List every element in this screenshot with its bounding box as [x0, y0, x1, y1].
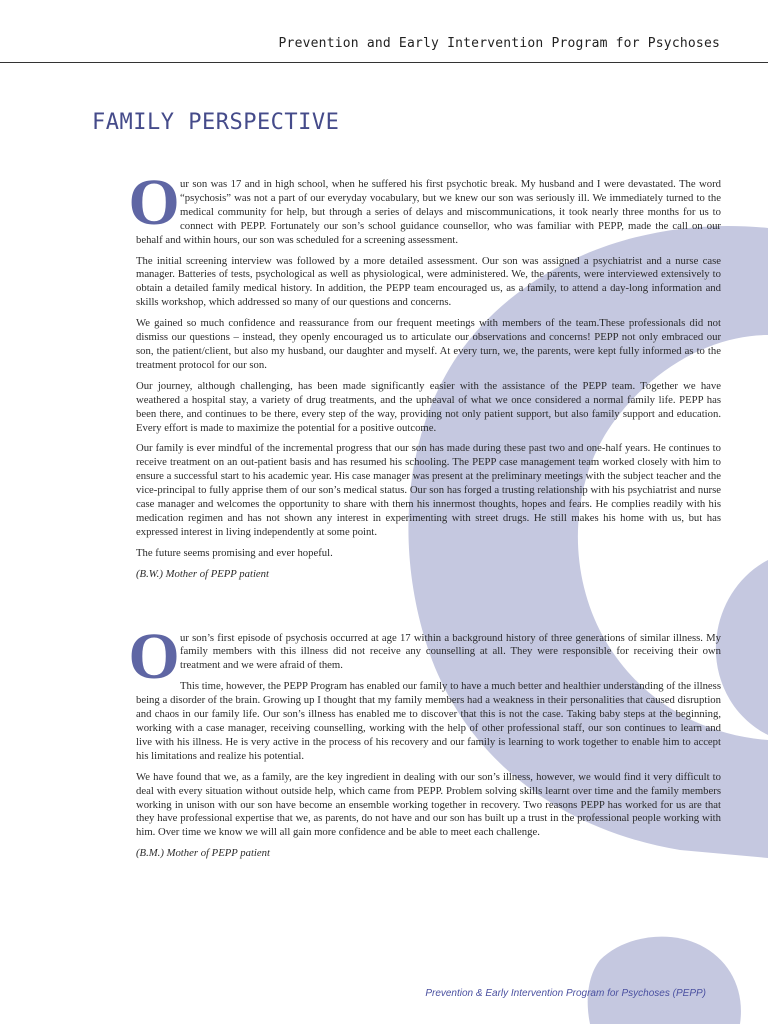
running-footer: Prevention & Early Intervention Program for Psychoses (PEPP) — [425, 988, 706, 999]
story-paragraph: We have found that we, as a family, are the key ingredient in dealing with our son’s illness, however, we would find it very difficult to deal with every situation without outside help, which came from PEPP. Problem solving skills learnt over time and the family members working in unison with our son have become an ensemble working together in recovery. Two reasons PEPP has worked for us are that they have professional expertise that we, as parents, do not have and our son has built up a trust in the professional people working with him. Over time we know we will all gain more confidence and be able to meet each challenge. — [136, 770, 721, 839]
story-signature: (B.M.) Mother of PEPP patient — [136, 847, 270, 860]
drop-cap-letter: O — [128, 166, 180, 239]
drop-cap-letter: O — [128, 619, 180, 693]
story-paragraph: Our journey, although challenging, has been made significantly easier with the assistance of the PEPP team. Together we have weathered a hospital stay, a variety of drug treatments, and the upheaval of what we once considered a normal family life. PEPP has been there, and continues to be there, every step of the way, providing not only patient support, but also family support and education. Every effort is made to maximize the potential for a positive outcome. — [136, 379, 721, 434]
article-body — [128, 166, 721, 868]
story-paragraph: Our family is ever mindful of the incremental progress that our son has made during these past two and one-half years. He continues to receive treatment on an out-patient basis and has resumed his schooling. The PEPP case management team worked closely with him to ensure a successful start to his academic year. His case manager was present at the preliminary meetings with the subject teacher and the vice-principal to fully apprise them of our son’s medical status. Our son has forged a trusting relationship with his psychiatrist and nurse case manager and welcomes the opportunity to share with them his innermost thoughts, hopes and fears. He complies readily with his medication regimen and has not shown any interest in experimenting with street drugs. He still makes his home with us, but has expressed interest in living independently at some point. — [136, 442, 721, 538]
header-divider — [0, 62, 768, 63]
story-paragraph: ur son was 17 and in high school, when he suffered his first psychotic break. My husband and I were devastated. The word “psychosis” was not a part of our everyday vocabulary, but we knew our son was seriously ill. We immediately turned to the medical community for help, but through a series of delays and miscommunications, it took nearly three months for us to connect with PEPP. Fortunately our son’s school guidance counsellor, who was familiar with PEPP, made the call on our behalf and within hours, our son was scheduled for a screening assessment. — [136, 178, 721, 246]
family-story-2 — [128, 619, 721, 862]
drop-cap — [128, 619, 180, 693]
story-paragraph: ur son’s first episode of psychosis occurred at age 17 within a background history of three generations of similar illness. My family members with this illness did not receive any counselling at all. They were responsible for receiving their own treatment and we were afraid of them. — [180, 631, 721, 672]
family-story-1 — [128, 166, 721, 582]
story-paragraph: We gained so much confidence and reassurance from our frequent meetings with members of the team.These professionals did not dismiss our questions – instead, they openly encouraged us to articulate our observations and concerns! PEPP not only embraced our son, the patient/client, but also my husband, our daughter and myself. At every turn, we, the parents, were kept fully informed as to the treatment protocol for our son. — [136, 317, 721, 371]
story-paragraph: The future seems promising and ever hopeful. — [136, 546, 333, 559]
story-signature: (B.W.) Mother of PEPP patient — [136, 567, 269, 580]
running-header: Prevention and Early Intervention Program for Psychoses — [278, 36, 720, 51]
story-paragraph: This time, however, the PEPP Program has enabled our family to have a much better and healthier understanding of the illness being a disorder of the brain. Growing up I thought that my family members had a weakness in their personalities that caused disruption and chaos in our family life. Our son’s illness has enabled me to discover that this is not the case. Taking baby steps at the beginning, working with a case manager, receiving counselling, working with the help of other professional staff, our son continues to learn and live with his illness. He is very active in the process of his recovery and our family is learning to work together to enable him to accept his limitations and realize his potential. — [136, 680, 721, 762]
story-paragraph: The initial screening interview was followed by a more detailed assessment. Our son was assigned a psychiatrist and a nurse case manager. Batteries of tests, psychological as well as physiological, were administered. We, the parents, were interviewed extensively to obtain a detailed family medical history. In addition, the PEPP team encouraged us, as a family, to attend a day-long information and skills workshop, which addressed so many of our questions and concerns. — [136, 254, 721, 309]
section-title: FAMILY PERSPECTIVE — [92, 110, 340, 135]
drop-cap — [128, 166, 180, 239]
